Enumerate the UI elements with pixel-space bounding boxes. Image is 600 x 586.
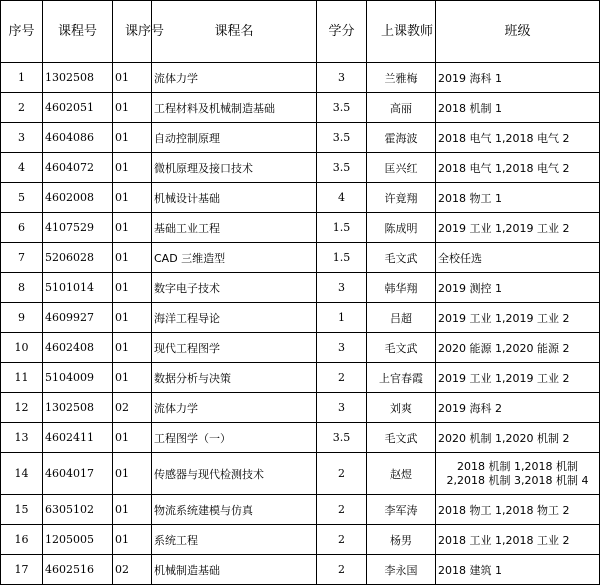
header-teacher: 上课教师 [367, 1, 436, 63]
header-course-code: 课程号 [43, 1, 113, 63]
cell-course-code: 1205005 [43, 525, 113, 555]
table-row [1, 183, 600, 213]
cell-index: 1 [1, 63, 43, 93]
cell-course-name: 机械设计基础 [152, 183, 317, 213]
cell-credit: 3.5 [317, 123, 367, 153]
cell-credit: 3 [317, 63, 367, 93]
cell-course-code: 4602408 [43, 333, 113, 363]
cell-course-code: 1302508 [43, 63, 113, 93]
cell-index: 8 [1, 273, 43, 303]
cell-course-code: 4107529 [43, 213, 113, 243]
cell-index: 17 [1, 555, 43, 585]
cell-teacher: 毛文武 [367, 333, 436, 363]
cell-teacher: 高丽 [367, 93, 436, 123]
cell-class: 2018 物工 1,2018 物工 2 [436, 495, 600, 525]
cell-section: 01 [113, 273, 152, 303]
cell-teacher: 李永国 [367, 555, 436, 585]
cell-class: 2018 电气 1,2018 电气 2 [436, 153, 600, 183]
table-body [1, 63, 600, 585]
cell-course-name: 基础工业工程 [152, 213, 317, 243]
cell-course-code: 5101014 [43, 273, 113, 303]
cell-index: 16 [1, 525, 43, 555]
cell-course-name: 海洋工程导论 [152, 303, 317, 333]
cell-class: 2018 电气 1,2018 电气 2 [436, 123, 600, 153]
cell-teacher: 刘爽 [367, 393, 436, 423]
cell-teacher: 李军涛 [367, 495, 436, 525]
cell-teacher: 许竟翔 [367, 183, 436, 213]
cell-class: 2019 工业 1,2019 工业 2 [436, 213, 600, 243]
cell-credit: 1.5 [317, 213, 367, 243]
cell-course-name: 数字电子技术 [152, 273, 317, 303]
cell-course-code: 4609927 [43, 303, 113, 333]
cell-credit: 3 [317, 393, 367, 423]
cell-credit: 3.5 [317, 93, 367, 123]
cell-class: 2019 测控 1 [436, 273, 600, 303]
cell-section: 01 [113, 495, 152, 525]
cell-index: 5 [1, 183, 43, 213]
cell-class: 2019 工业 1,2019 工业 2 [436, 363, 600, 393]
cell-teacher: 赵煜 [367, 453, 436, 495]
table-row [1, 213, 600, 243]
cell-course-code: 5206028 [43, 243, 113, 273]
cell-course-name: 数据分析与决策 [152, 363, 317, 393]
cell-credit: 2 [317, 453, 367, 495]
cell-section: 01 [113, 333, 152, 363]
cell-class: 2020 能源 1,2020 能源 2 [436, 333, 600, 363]
cell-class: 2018 工业 1,2018 工业 2 [436, 525, 600, 555]
cell-index: 3 [1, 123, 43, 153]
cell-class: 2018 建筑 1 [436, 555, 600, 585]
cell-course-name: 传感器与现代检测技术 [152, 453, 317, 495]
header-index: 序号 [1, 1, 43, 63]
cell-class: 2019 海科 1 [436, 63, 600, 93]
cell-section: 01 [113, 63, 152, 93]
table-row [1, 63, 600, 93]
cell-index: 6 [1, 213, 43, 243]
table-row [1, 525, 600, 555]
cell-teacher: 吕超 [367, 303, 436, 333]
cell-course-name: CAD 三维造型 [152, 243, 317, 273]
cell-section: 01 [113, 153, 152, 183]
cell-credit: 1 [317, 303, 367, 333]
cell-course-code: 4602051 [43, 93, 113, 123]
cell-credit: 1.5 [317, 243, 367, 273]
cell-course-name: 流体力学 [152, 393, 317, 423]
cell-section: 01 [113, 525, 152, 555]
table-row [1, 393, 600, 423]
cell-course-name: 微机原理及接口技术 [152, 153, 317, 183]
cell-teacher: 毛文武 [367, 243, 436, 273]
header-section: 课序号 [113, 1, 152, 63]
table-row [1, 333, 600, 363]
table-row [1, 363, 600, 393]
cell-section: 02 [113, 555, 152, 585]
cell-teacher: 兰雅梅 [367, 63, 436, 93]
cell-section: 01 [113, 423, 152, 453]
cell-index: 12 [1, 393, 43, 423]
cell-section: 01 [113, 213, 152, 243]
cell-index: 11 [1, 363, 43, 393]
cell-class: 2019 海科 2 [436, 393, 600, 423]
cell-credit: 4 [317, 183, 367, 213]
cell-section: 01 [113, 303, 152, 333]
cell-credit: 2 [317, 555, 367, 585]
cell-section: 02 [113, 393, 152, 423]
header-credit: 学分 [317, 1, 367, 63]
cell-section: 01 [113, 453, 152, 495]
cell-teacher: 韩华翔 [367, 273, 436, 303]
cell-course-code: 5104009 [43, 363, 113, 393]
cell-credit: 3.5 [317, 153, 367, 183]
cell-course-code: 4602411 [43, 423, 113, 453]
cell-class: 2018 物工 1 [436, 183, 600, 213]
table-row [1, 273, 600, 303]
cell-teacher: 杨男 [367, 525, 436, 555]
cell-credit: 3.5 [317, 423, 367, 453]
table-row [1, 243, 600, 273]
cell-index: 9 [1, 303, 43, 333]
cell-course-code: 6305102 [43, 495, 113, 525]
cell-course-code: 4602008 [43, 183, 113, 213]
cell-section: 01 [113, 123, 152, 153]
cell-class: 全校任选 [436, 243, 600, 273]
cell-course-name: 自动控制原理 [152, 123, 317, 153]
cell-course-name: 现代工程图学 [152, 333, 317, 363]
cell-course-name: 机械制造基础 [152, 555, 317, 585]
cell-class: 2020 机制 1,2020 机制 2 [436, 423, 600, 453]
table-row [1, 423, 600, 453]
table-row [1, 495, 600, 525]
cell-class: 2018 机制 1 [436, 93, 600, 123]
cell-section: 01 [113, 183, 152, 213]
cell-course-name: 工程材料及机械制造基础 [152, 93, 317, 123]
cell-course-code: 4604086 [43, 123, 113, 153]
cell-section: 01 [113, 363, 152, 393]
cell-course-code: 1302508 [43, 393, 113, 423]
table-row [1, 453, 600, 495]
cell-course-name: 物流系统建模与仿真 [152, 495, 317, 525]
cell-class: 2019 工业 1,2019 工业 2 [436, 303, 600, 333]
cell-index: 2 [1, 93, 43, 123]
cell-credit: 2 [317, 495, 367, 525]
cell-course-code: 4602516 [43, 555, 113, 585]
cell-index: 13 [1, 423, 43, 453]
cell-course-name: 系统工程 [152, 525, 317, 555]
table-row [1, 153, 600, 183]
cell-teacher: 上官春霞 [367, 363, 436, 393]
cell-teacher: 霍海波 [367, 123, 436, 153]
cell-course-code: 4604017 [43, 453, 113, 495]
cell-teacher: 毛文武 [367, 423, 436, 453]
cell-class: 2018 机制 1,2018 机制 2,2018 机制 3,2018 机制 4 [436, 453, 600, 495]
cell-course-code: 4604072 [43, 153, 113, 183]
cell-index: 14 [1, 453, 43, 495]
header-row [1, 1, 600, 63]
cell-index: 4 [1, 153, 43, 183]
cell-teacher: 陈成明 [367, 213, 436, 243]
table-row [1, 303, 600, 333]
cell-course-name: 工程图学（一） [152, 423, 317, 453]
cell-index: 15 [1, 495, 43, 525]
table-row [1, 123, 600, 153]
cell-credit: 2 [317, 525, 367, 555]
header-class: 班级 [436, 1, 600, 63]
cell-course-name: 流体力学 [152, 63, 317, 93]
cell-section: 01 [113, 93, 152, 123]
table-row [1, 555, 600, 585]
cell-index: 10 [1, 333, 43, 363]
table-row [1, 93, 600, 123]
cell-index: 7 [1, 243, 43, 273]
header-course-name: 课程名 [152, 1, 317, 63]
cell-credit: 2 [317, 363, 367, 393]
cell-teacher: 匡兴红 [367, 153, 436, 183]
cell-section: 01 [113, 243, 152, 273]
cell-credit: 3 [317, 333, 367, 363]
cell-credit: 3 [317, 273, 367, 303]
